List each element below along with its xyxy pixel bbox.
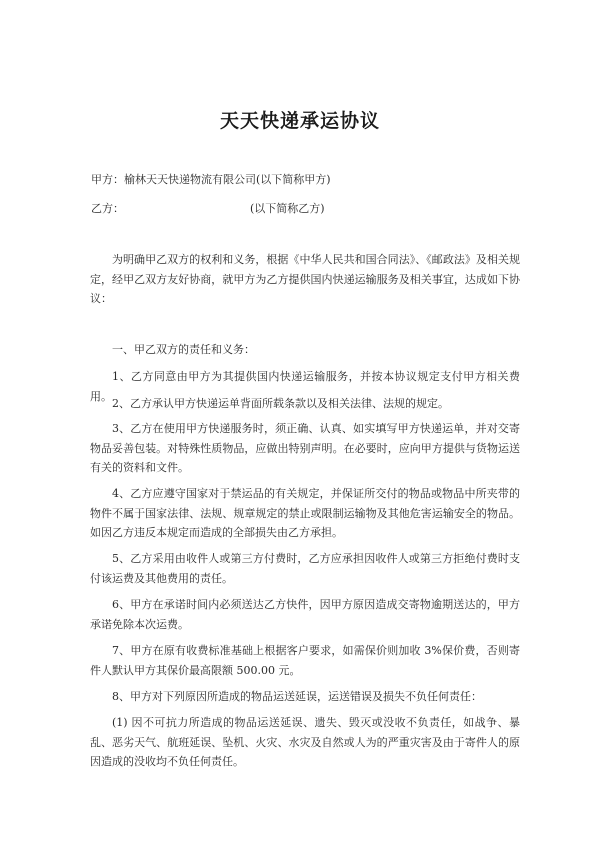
party-b-note: (以下简称乙方) — [250, 202, 325, 215]
clause-4: 4、乙方应遵守国家对于禁运品的有关规定，并保证所交付的物品或物品中所夹带的物件不属于国家法律、法规、规章规定的禁止或限制运输物及其他危害运输安全的物品。如因乙方违反本规定而造成的全部损失由乙方承担。 — [90, 487, 520, 540]
clause-8: 8、甲方对下列原因所造成的物品运送延误，运送错误及损失不负任何责任： — [112, 690, 482, 703]
clause-1: 1、乙方同意由甲方为其提供国内快递运输服务，并按本协议规定支付甲方相关费用。 — [90, 370, 520, 403]
clause-8-item-1: (1) 因不可抗力所造成的物品运送延误、遗失、毁灭或没收不负责任，如战争、暴乱、恶劣天气、航班延误、坠机、火灾、水灾及自然或人为的严重灾害及由于寄件人的原因造成的没收均不负任何责任。 — [90, 716, 520, 769]
clause-2: 2、乙方承认甲方快递运单背面所载条款以及相关法律、法规的规定。 — [112, 397, 449, 410]
clause-7: 7、甲方在原有收费标准基础上根据客户要求，如需保价则加收 3%保价费，否则寄件人默认甲方其保价最高限额 500.00 元。 — [90, 644, 520, 677]
document-title: 天天快递承运协议 — [219, 110, 380, 132]
clause-5: 5、乙方采用由收件人或第三方付费时，乙方应承担因收件人或第三方拒绝付费时支付该运费及其他费用的责任。 — [90, 552, 520, 585]
party-a-line: 甲方：榆林天天快递物流有限公司(以下简称甲方) — [91, 173, 331, 186]
section-heading: 一、甲乙双方的责任和义务： — [112, 343, 255, 356]
clause-6: 6、甲方在承诺时间内必须送达乙方快件，因甲方原因造成交寄物逾期送达的，甲方承诺免除本次运费。 — [90, 598, 520, 631]
clause-3: 3、乙方在使用甲方快递服务时，须正确、认真、如实填写甲方快递运单，并对交寄物品妥善包装。对特殊性质物品，应做出特别声明。在必要时，应向甲方提供与货物运送有关的资料和文件。 — [90, 422, 520, 475]
intro-paragraph: 为明确甲乙双方的权利和义务，根据《中华人民共和国合同法》、《邮政法》及相关规定，经甲乙双方友好协商，就甲方为乙方提供国内快递运输服务及相关事宜，达成如下协议： — [90, 253, 520, 306]
party-b-label: 乙方： — [91, 202, 124, 215]
party-b-line — [91, 202, 325, 216]
